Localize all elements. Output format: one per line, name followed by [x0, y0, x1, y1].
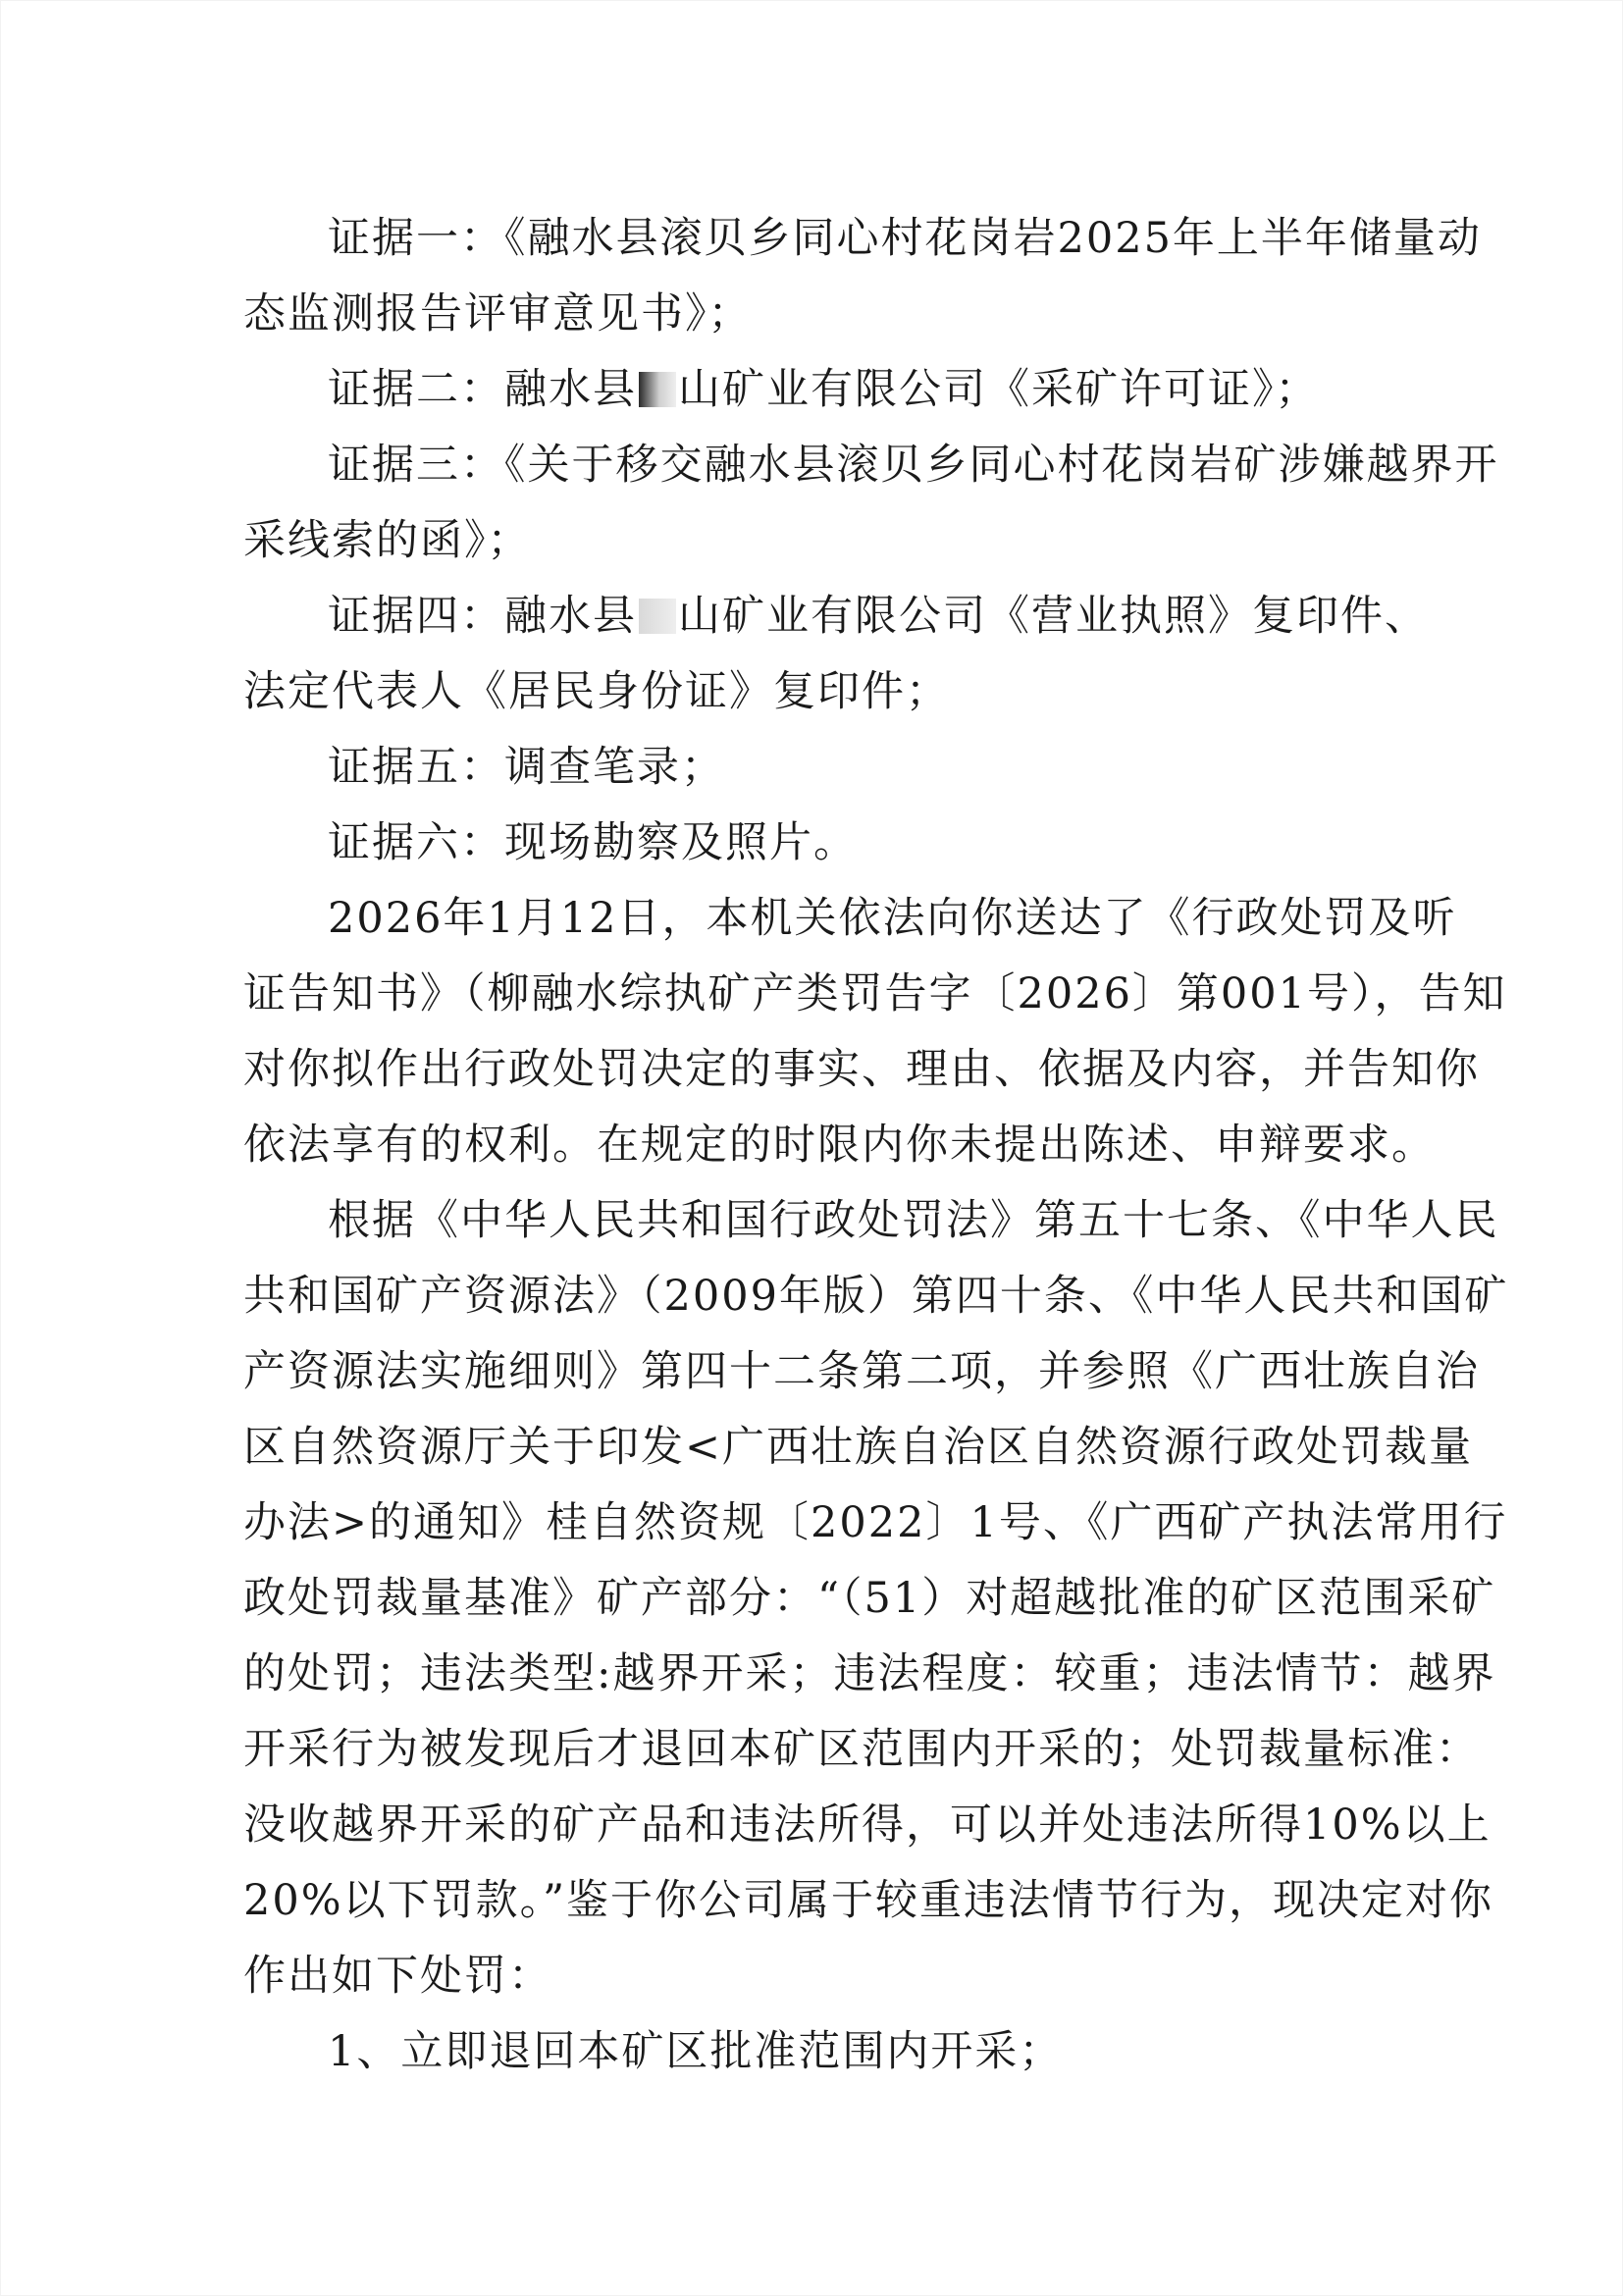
text-line: 态监测报告评审意见书》； [243, 289, 753, 339]
text-line: 作出如下处罚： [243, 1952, 552, 2001]
text-line: 1、立即退回本矿区批准范围内开采； [328, 2027, 1064, 2076]
text-line: 20%以下罚款。”鉴于你公司属于较重违法情节行为，现决定对你 [243, 1876, 1494, 1925]
text-line: 根据《中华人民共和国行政处罚法》第五十七条、《中华人民 [328, 1196, 1499, 1245]
text-line: 没收越界开采的矿产品和违法所得，可以并处违法所得10%以上 [243, 1800, 1492, 1850]
redaction-mark [639, 599, 676, 634]
text-line [243, 352, 1480, 428]
text-line: 产资源法实施细则》第四十二条第二项，并参照《广西壮族自治 [243, 1347, 1480, 1396]
text-line: 采线索的函》； [243, 516, 532, 565]
text-line: 依法享有的权利。在规定的时限内你未提出陈述、申辩要求。 [243, 1121, 1436, 1170]
text-segment: 证据二：融水县 [328, 365, 637, 414]
text-line: 对你拟作出行政处罚决定的事实、理由、依据及内容，并告知你 [243, 1045, 1480, 1094]
text-segment: 证据四：融水县 [328, 592, 637, 641]
text-segment: 山矿业有限公司《营业执照》复印件、 [678, 592, 1429, 641]
text-line: 证据六：现场勘察及照片。 [328, 818, 858, 867]
text-line: 2026年1月12日，本机关依法向你送达了《行政处罚及听 [328, 894, 1457, 943]
text-line: 证告知书》（柳融水综执矿产类罚告字〔2026〕第001号），告知 [243, 969, 1507, 1018]
redaction-mark [639, 372, 676, 407]
text-line: 证据三：《关于移交融水县滚贝乡同心村花岗岩矿涉嫌越界开 [328, 441, 1499, 490]
text-line: 证据五：调查笔录； [328, 743, 725, 792]
text-line: 区自然资源厅关于印发<广西壮族自治区自然资源行政处罚裁量 [243, 1423, 1474, 1472]
document-body [243, 201, 1509, 2090]
text-line: 的处罚；违法类型:越界开采；违法程度：较重；违法情节：越界 [243, 1649, 1496, 1698]
text-line [243, 579, 1480, 654]
text-line: 共和国矿产资源法》（2009年版）第四十条、《中华人民共和国矿 [243, 1272, 1509, 1321]
text-line: 法定代表人《居民身份证》复印件； [243, 667, 950, 716]
text-line: 政处罚裁量基准》矿产部分：“（51）对超越批准的矿区范围采矿 [243, 1574, 1496, 1623]
text-line: 开采行为被发现后才退回本矿区范围内开采的；处罚裁量标准： [243, 1725, 1480, 1774]
text-line: 办法>的通知》桂自然资规〔2022〕1号、《广西矿产执法常用行 [243, 1498, 1508, 1547]
text-segment: 山矿业有限公司《采矿许可证》； [678, 365, 1320, 414]
text-line: 证据一：《融水县滚贝乡同心村花岗岩2025年上半年储量动 [328, 214, 1482, 263]
